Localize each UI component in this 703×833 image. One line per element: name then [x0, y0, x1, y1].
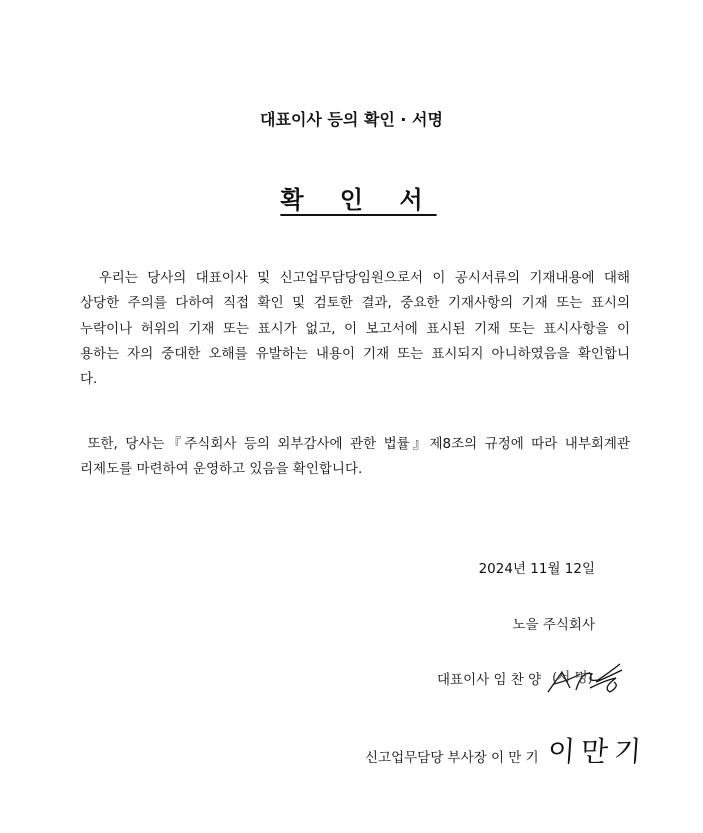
officer-handwritten-signature: 이만기	[546, 735, 649, 768]
seal-placeholder: (서 명)	[552, 670, 593, 686]
title-text: 확 인 서	[280, 186, 437, 214]
company-name: 노을 주식회사	[512, 617, 595, 633]
paragraph-line: 누락이나 허위의 기재 또는 표시가 없고, 이 보고서에 표시된 기재 또는 표시사항을 이	[80, 321, 630, 337]
ceo-signature	[540, 660, 630, 704]
paragraph-line: 다.	[80, 371, 98, 387]
paragraph-line: 또한, 당사는『주식회사 등의 외부감사에 관한 법률』제8조의 규정에 따라 내부회계관	[80, 436, 630, 452]
ceo-name: 대표이사 임 찬 양	[437, 672, 542, 688]
paragraph-line: 리제도를 마련하여 운영하고 있음을 확인합니다.	[80, 461, 363, 477]
paragraph-line: 우리는 당사의 대표이사 및 신고업무담당임원으로서 이 공시서류의 기재내용에 대해	[80, 270, 630, 286]
paragraph-line: 상당한 주의를 다하여 직접 확인 및 검토한 결과, 중요한 기재사항의 기재 또는 표시의	[80, 295, 630, 311]
date: 2024년 11월 12일	[478, 561, 595, 577]
document-title	[0, 180, 703, 215]
paragraph-line: 용하는 자의 중대한 오해를 유발하는 내용이 기재 또는 표시되지 아니하였음을 확인합니	[80, 346, 630, 362]
document-heading: 대표이사 등의 확인 · 서명	[260, 110, 443, 129]
officer-name: 신고업무담당 부사장 이 만 기	[365, 750, 539, 766]
